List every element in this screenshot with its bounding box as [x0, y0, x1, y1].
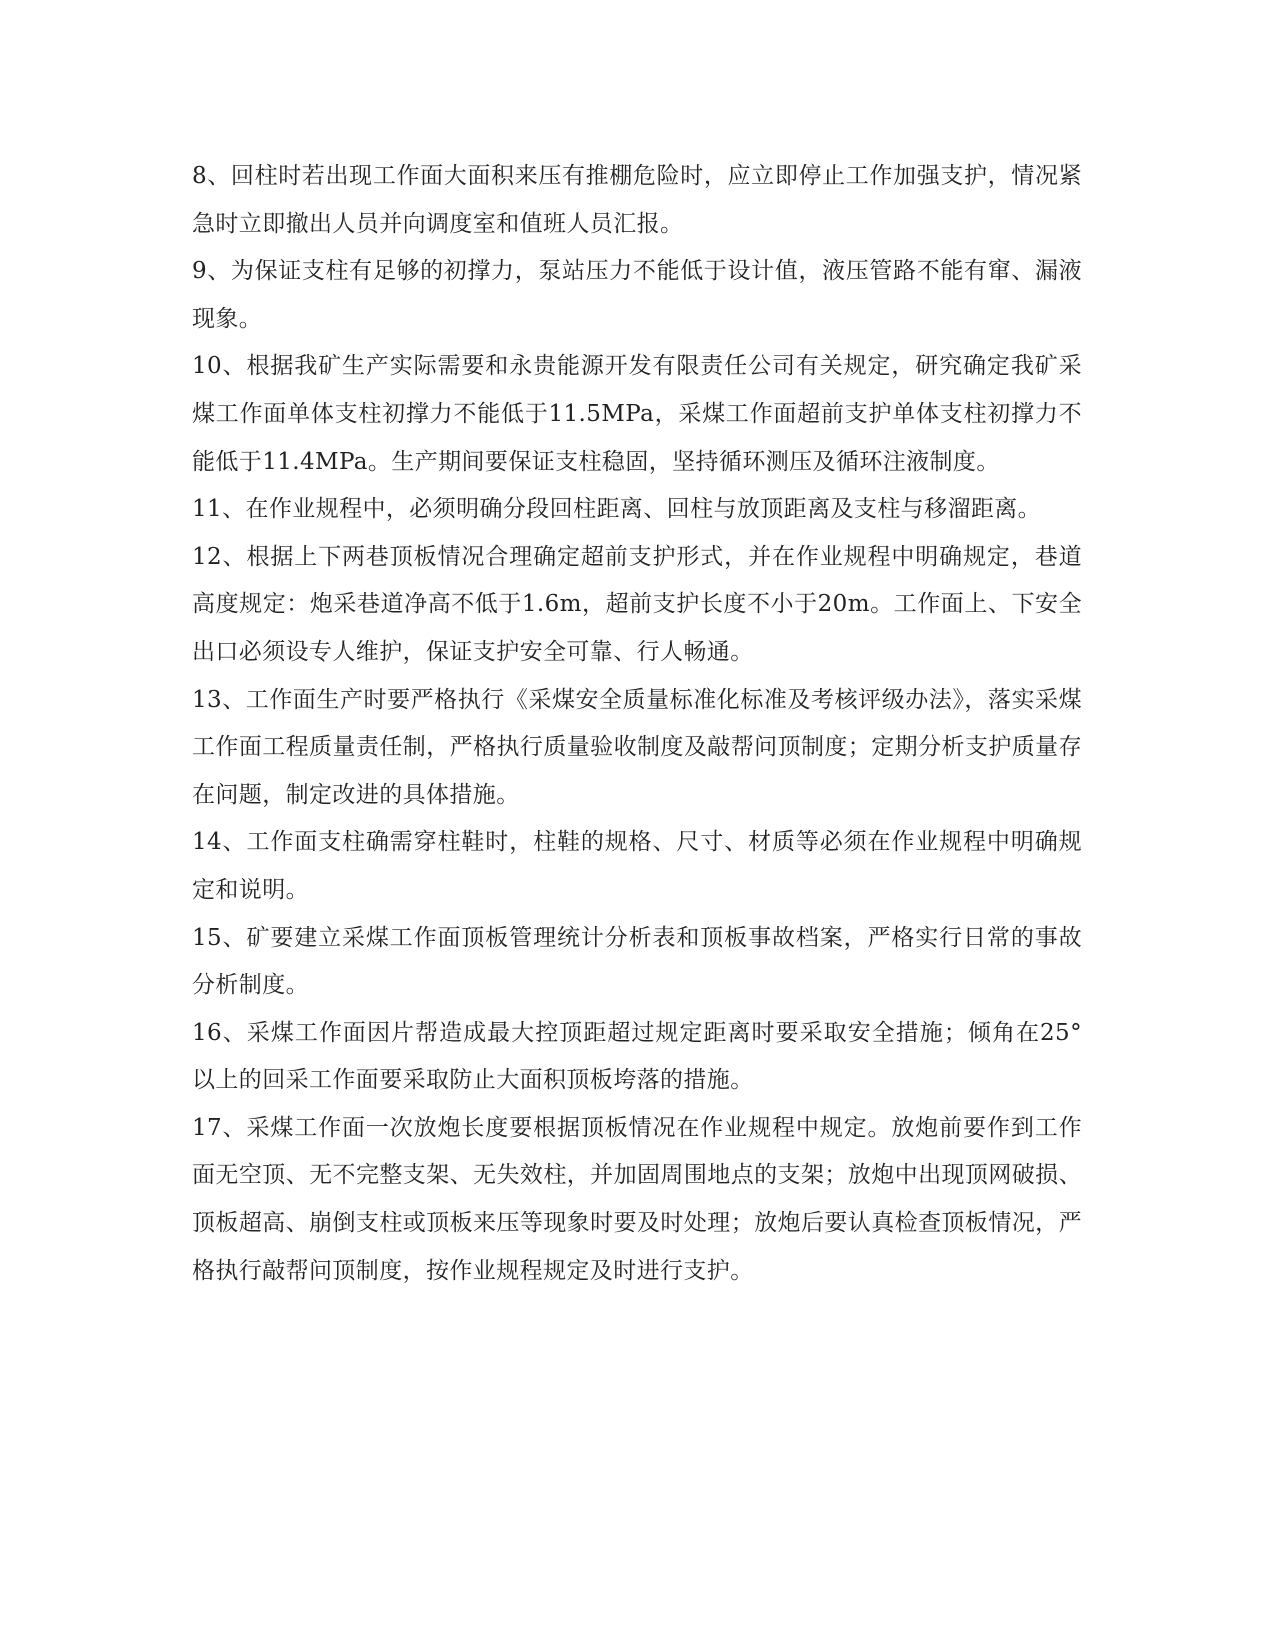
paragraph-item-14: 14、工作面支柱确需穿柱鞋时，柱鞋的规格、尺寸、材质等必须在作业规程中明确规定和说明。 — [192, 829, 1082, 903]
paragraph-item-9: 9、为保证支柱有足够的初撑力，泵站压力不能低于设计值，液压管路不能有窜、漏液现象。 — [192, 258, 1082, 332]
paragraph-item-11: 11、在作业规程中，必须明确分段回柱距离、回柱与放顶距离及支柱与移溜距离。 — [192, 496, 1042, 523]
paragraph-item-10: 10、根据我矿生产实际需要和永贵能源开发有限责任公司有关规定，研究确定我矿采煤工作面单体支柱初撑力不能低于11.5MPa，采煤工作面超前支护单体支柱初撑力不能低于11.4MPa。生产期间要保证支柱稳固，坚持循环测压及循环注液制度。 — [192, 353, 1082, 475]
paragraph-item-12: 12、根据上下两巷顶板情况合理确定超前支护形式，并在作业规程中明确规定，巷道高度规定：炮采巷道净高不低于1.6m，超前支护长度不小于20m。工作面上、下安全出口必须设专人维护，保证支护安全可靠、行人畅通。 — [192, 543, 1082, 665]
paragraph-item-16: 16、采煤工作面因片帮造成最大控顶距超过规定距离时要采取安全措施；倾角在25°以上的回采工作面要采取防止大面积顶板垮落的措施。 — [192, 1019, 1082, 1094]
paragraph-item-17: 17、采煤工作面一次放炮长度要根据顶板情况在作业规程中规定。放炮前要作到工作面无空顶、无不完整支架、无失效柱，并加固周围地点的支架；放炮中出现顶网破损、顶板超高、崩倒支柱或顶板来压等现象时要及时处理；放炮后要认真检查顶板情况，严格执行敲帮问顶制度，按作业规程规定及时进行支护。 — [192, 1114, 1082, 1284]
document-body — [192, 153, 1082, 1295]
paragraph-item-15: 15、矿要建立采煤工作面顶板管理统计分析表和顶板事故档案，严格实行日常的事故分析制度。 — [192, 924, 1082, 999]
paragraph-item-8: 8、回柱时若出现工作面大面积来压有推棚危险时，应立即停止工作加强支护，情况紧急时立即撤出人员并向调度室和值班人员汇报。 — [192, 163, 1082, 237]
paragraph-item-13: 13、工作面生产时要严格执行《采煤安全质量标准化标准及考核评级办法》，落实采煤工作面工程质量责任制，严格执行质量验收制度及敲帮问顶制度；定期分析支护质量存在问题，制定改进的具体措施。 — [192, 686, 1082, 808]
